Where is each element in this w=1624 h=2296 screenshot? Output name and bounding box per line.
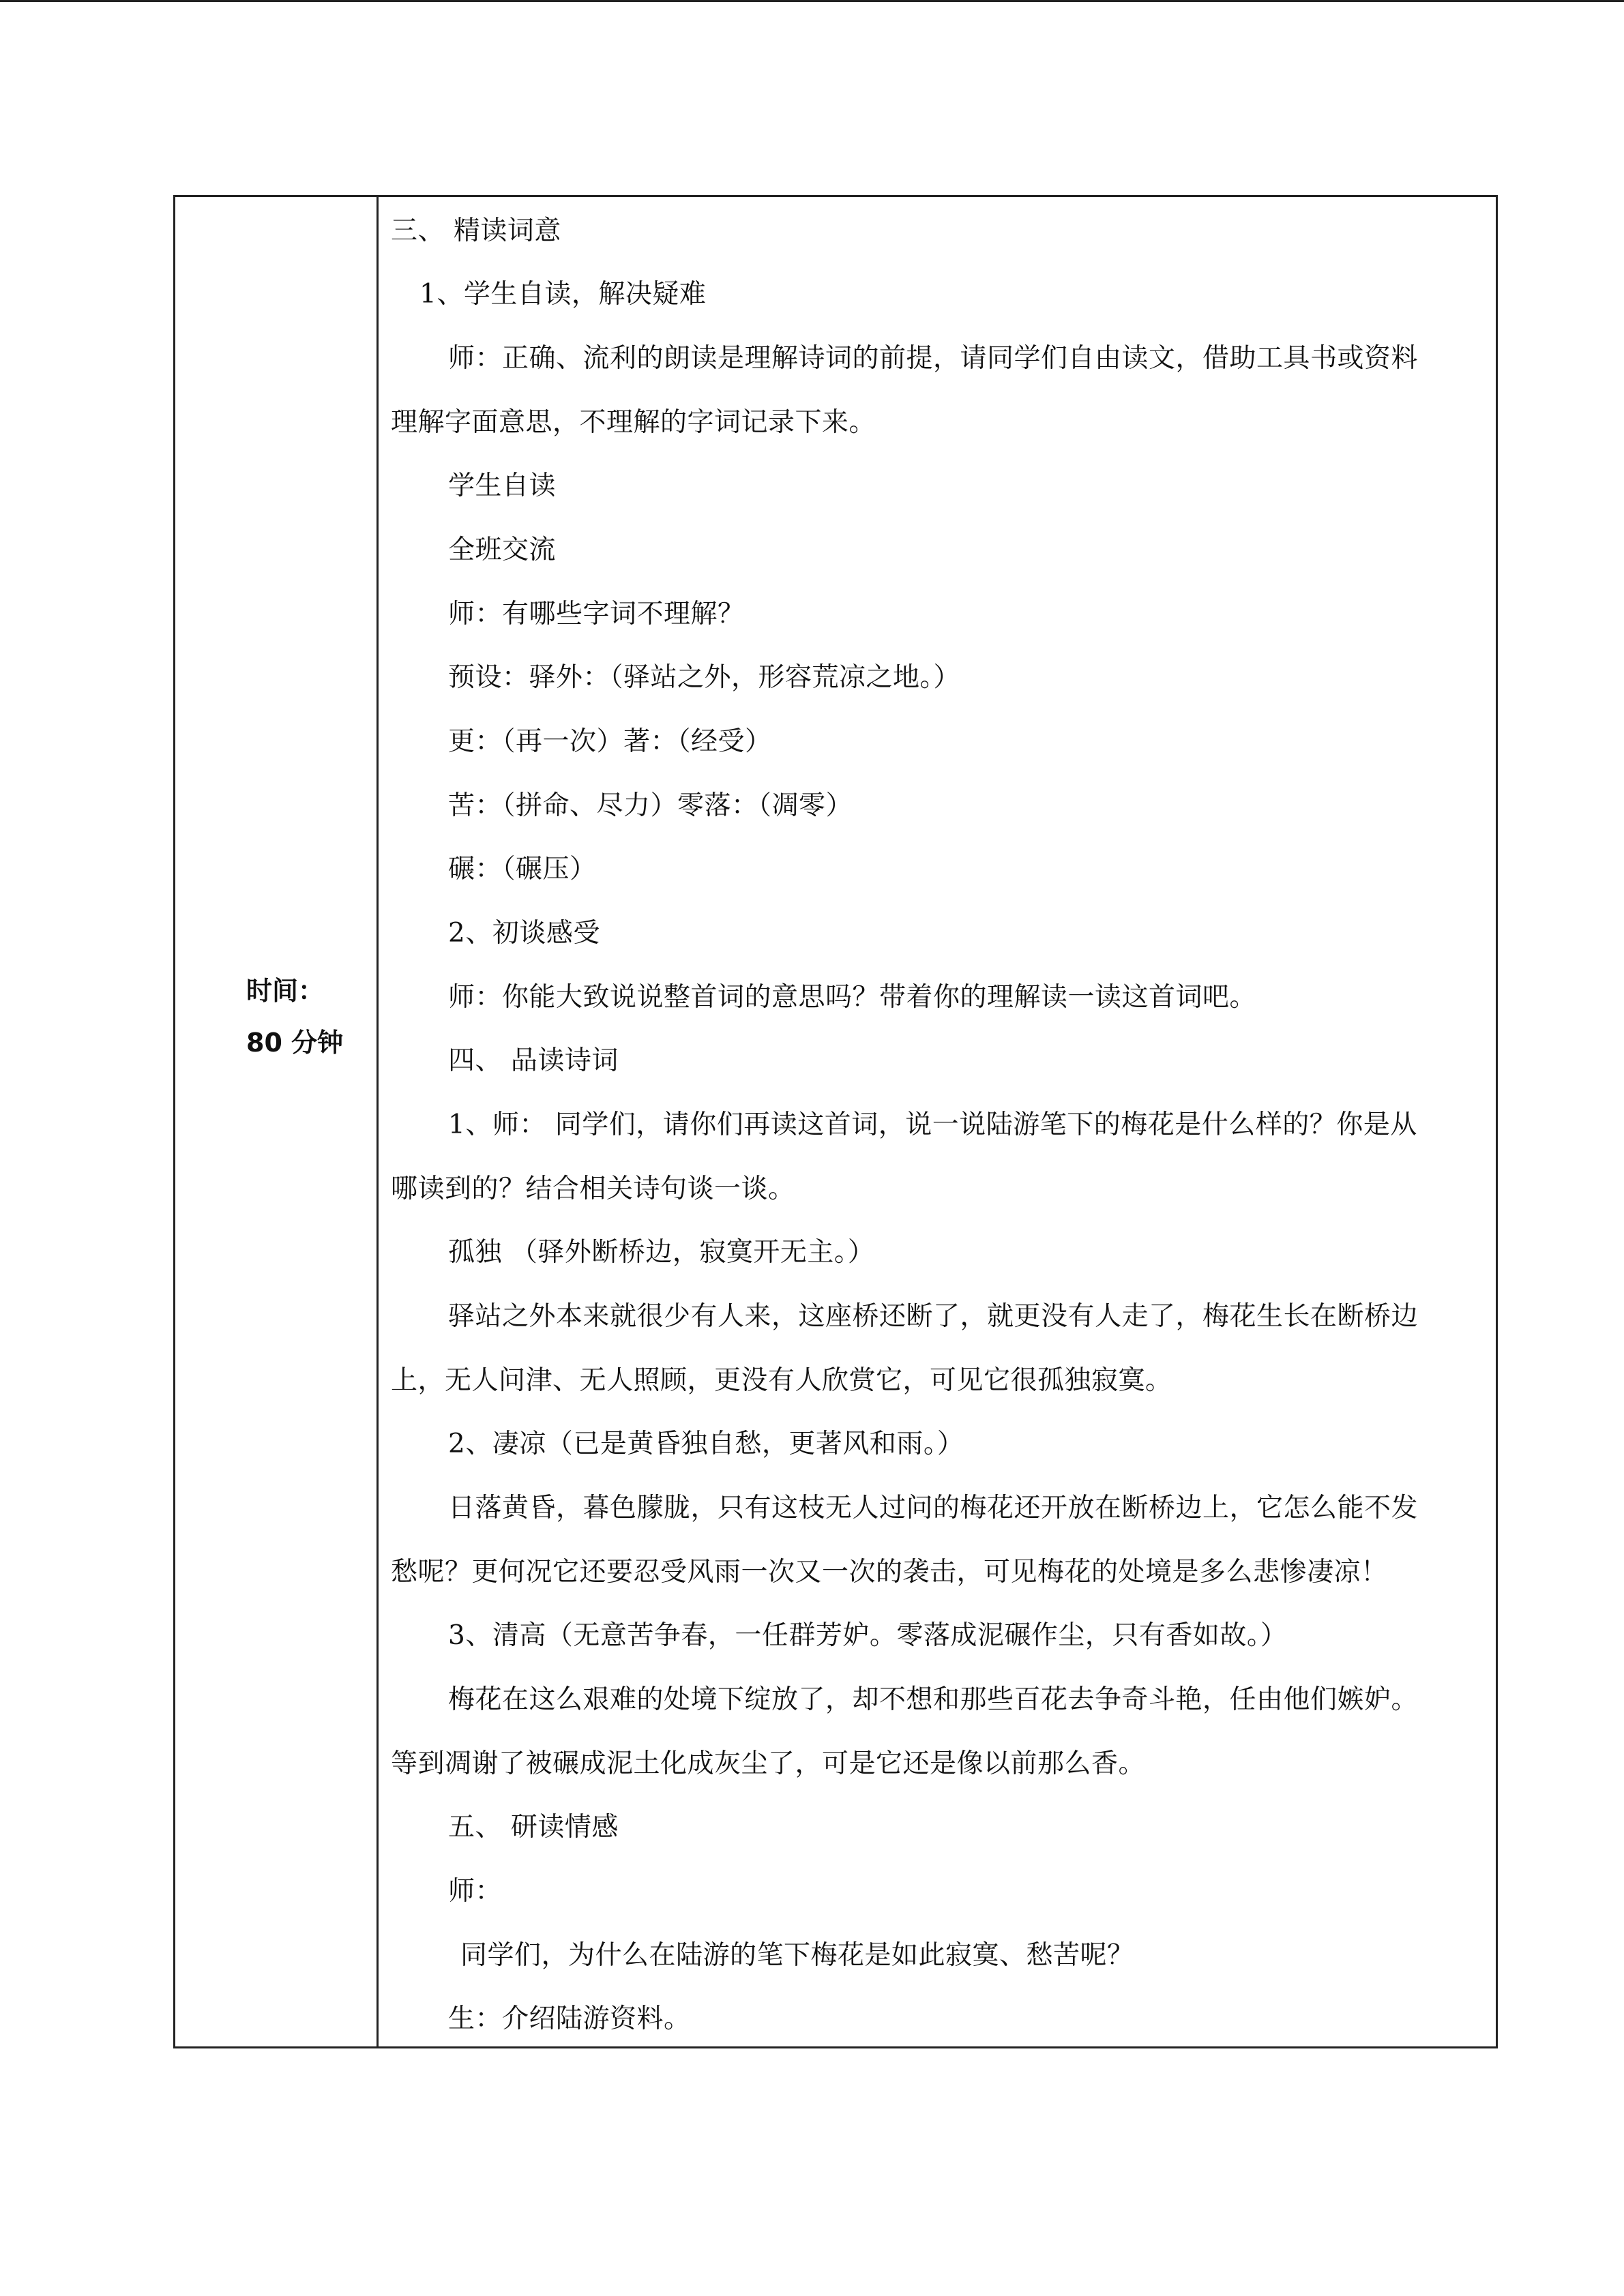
content-line: 苦：（拼命、尽力）零落：（凋零）	[448, 790, 853, 821]
content-line: 生：介绍陆游资料。	[448, 2003, 691, 2034]
content-line: 驿站之外本来就很少有人来，这座桥还断了，就更没有人走了，梅花生长在断桥边	[448, 1301, 1419, 1332]
lesson-content-cell	[379, 197, 1496, 2046]
content-line: 3、清高（无意苦争春，一任群芳妒。零落成泥碾作尘，只有香如故。）	[448, 1620, 1288, 1651]
content-line: 学生自读	[448, 471, 557, 501]
time-label: 时间：	[246, 976, 325, 1006]
content-line: 师：正确、流利的朗读是理解诗词的前提，请同学们自由读文，借助工具书或资料	[448, 343, 1419, 374]
step-heading: 2、初谈感受	[448, 918, 600, 949]
content-line: 预设：驿外：（驿站之外，形容荒凉之地。）	[448, 662, 961, 693]
content-line: 孤独 （驿外断桥边，寂寞开无主。）	[448, 1237, 875, 1268]
time-cell	[175, 197, 379, 2046]
content-line: 1、师： 同学们，请你们再读这首词，说一说陆游笔下的梅花是什么样的？你是从	[448, 1109, 1417, 1140]
lesson-plan-table	[173, 195, 1498, 2048]
lesson-content	[379, 197, 1496, 2046]
page-top-border	[0, 0, 1624, 2]
content-line: 师：有哪些字词不理解？	[448, 599, 745, 629]
content-line: 碾：（碾压）	[448, 854, 597, 884]
content-line: 日落黄昏，暮色朦胧，只有这枝无人过问的梅花还开放在断桥边上，它怎么能不发	[448, 1493, 1419, 1523]
content-line: 师：你能大致说说整首词的意思吗？带着你的理解读一读这首词吧。	[448, 982, 1257, 1013]
section-heading-3: 三、 精读词意	[391, 215, 561, 246]
content-line: 愁呢？更何况它还要忍受风雨一次又一次的袭击，可见梅花的处境是多么悲惨凄凉！	[391, 1557, 1388, 1587]
content-line: 同学们，为什么在陆游的笔下梅花是如此寂寞、愁苦呢？	[460, 1940, 1134, 1971]
content-line: 更：（再一次）著：（经受）	[448, 726, 772, 757]
time-duration: 80 分钟	[246, 1028, 344, 1058]
time-block	[246, 965, 343, 1069]
content-line: 全班交流	[448, 535, 557, 565]
content-line: 师：	[448, 1876, 503, 1907]
step-heading: 1、学生自读，解决疑难	[419, 279, 707, 310]
content-line: 等到凋谢了被碾成泥土化成灰尘了，可是它还是像以前那么香。	[391, 1748, 1146, 1779]
section-heading-4: 四、 品读诗词	[448, 1045, 619, 1076]
section-heading-5: 五、 研读情感	[448, 1812, 619, 1843]
content-line: 理解字面意思，不理解的字词记录下来。	[391, 407, 876, 438]
content-line: 梅花在这么艰难的处境下绽放了，却不想和那些百花去争奇斗艳，任由他们嫉妒。	[448, 1684, 1419, 1715]
content-line: 哪读到的？结合相关诗句谈一谈。	[391, 1174, 795, 1204]
content-line: 2、凄凉（已是黄昏独自愁，更著风和雨。）	[448, 1429, 964, 1459]
content-line: 上，无人问津、无人照顾，更没有人欣赏它，可见它很孤独寂寞。	[391, 1365, 1172, 1396]
